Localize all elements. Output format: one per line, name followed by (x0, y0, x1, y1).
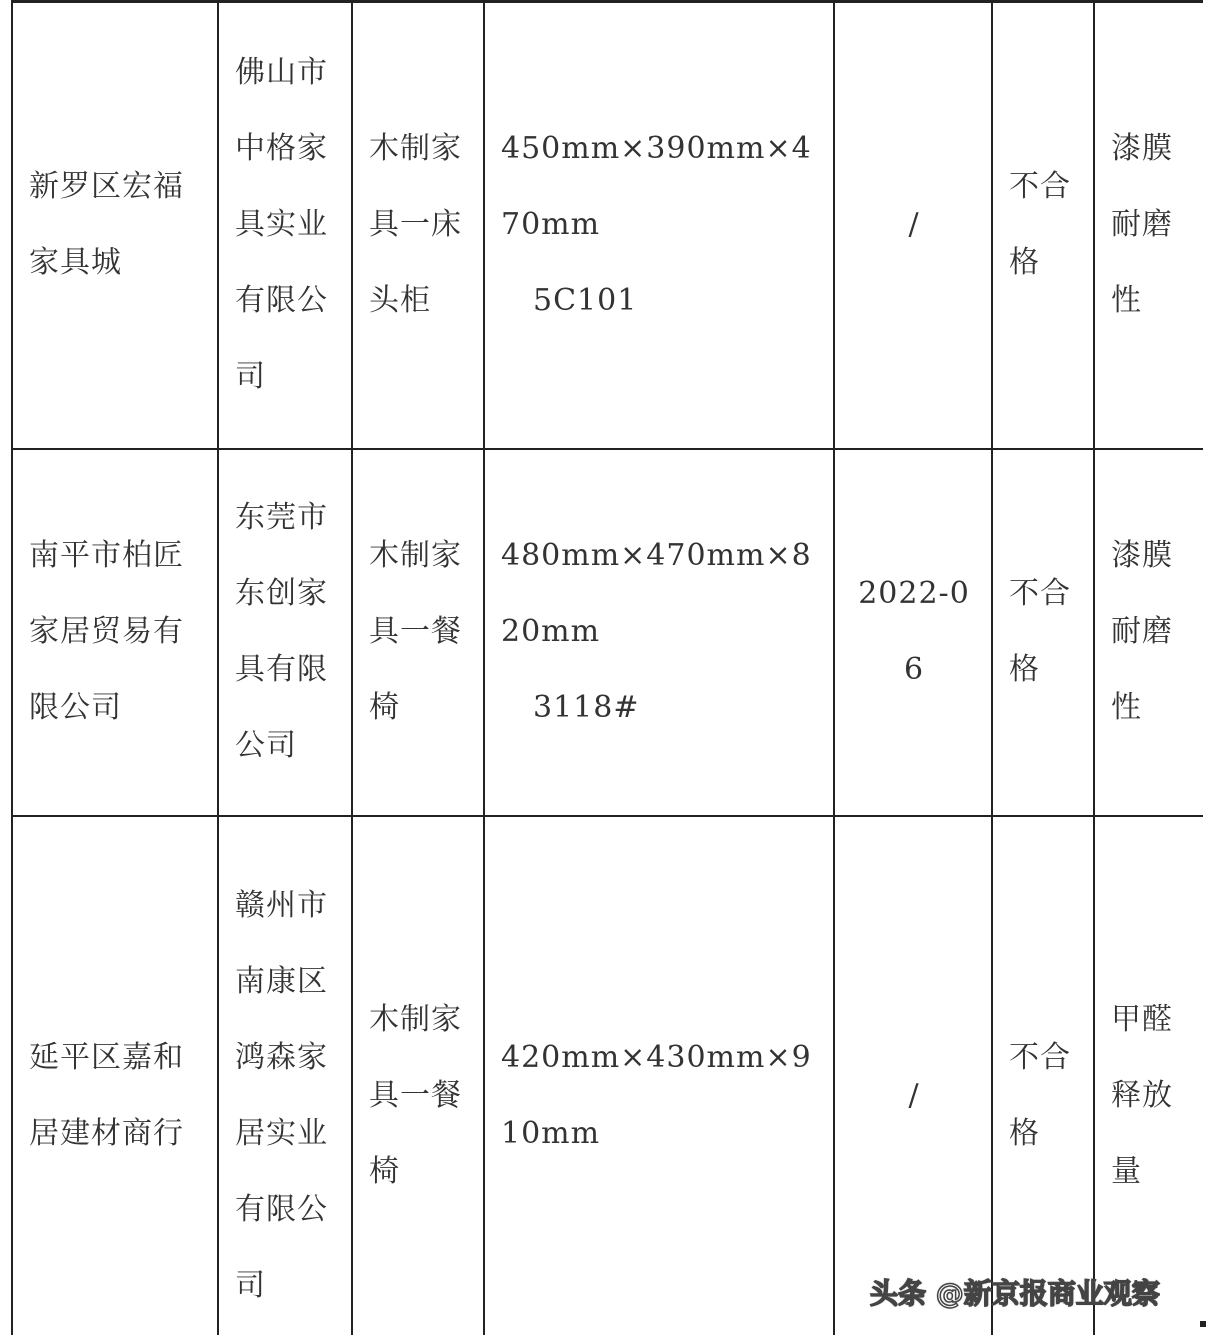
production-date-text: / (908, 207, 920, 243)
failed-item-cell (1094, 449, 1203, 816)
model-text: 3118# (533, 690, 640, 725)
production-date-text: 2022-06 (858, 576, 970, 687)
result-text: 不合 格 (1009, 576, 1071, 687)
seller-text: 新罗区宏福 家具城 (29, 169, 184, 281)
seller-text: 南平市柏匠 家居贸易有 限公司 (29, 538, 184, 725)
spec-text: 480mm×470mm×820mm (501, 538, 812, 649)
seller-cell (12, 816, 218, 1335)
manufacturer-text: 东莞市 东创家 具有限 公司 (235, 500, 328, 763)
table-row (12, 816, 1203, 1335)
product-text: 木制家 具一餐 椅 (369, 538, 462, 725)
seller-cell (12, 449, 218, 816)
results-table-wrapper (11, 0, 1203, 1335)
result-cell (992, 449, 1094, 816)
failed-item-text: 漆膜 耐磨 性 (1111, 131, 1173, 319)
table-row (12, 449, 1203, 816)
inspection-results-table (11, 0, 1203, 1335)
failed-item-text: 漆膜 耐磨 性 (1111, 538, 1173, 725)
result-text: 不合 格 (1009, 169, 1071, 281)
product-cell (352, 2, 484, 449)
production-date-cell (834, 2, 992, 449)
failed-item-cell (1094, 816, 1203, 1335)
source-watermark: 头条 @新京报商业观察 (870, 1277, 1160, 1310)
failed-item-cell (1094, 2, 1203, 449)
failed-item-text: 甲醛 释放 量 (1111, 1001, 1173, 1189)
manufacturer-cell (218, 2, 352, 449)
product-cell (352, 449, 484, 816)
spec-cell (484, 2, 834, 449)
model-text: 5C101 (533, 283, 638, 319)
production-date-text: / (908, 1077, 920, 1113)
spec-text: 420mm×430mm×910mm (501, 1039, 812, 1151)
spec-cell (484, 816, 834, 1335)
table-row (12, 2, 1203, 449)
corner-dot (1200, 1321, 1206, 1327)
production-date-cell (834, 449, 992, 816)
production-date-cell (834, 816, 992, 1335)
result-cell (992, 2, 1094, 449)
manufacturer-cell (218, 816, 352, 1335)
spec-text: 450mm×390mm×470mm (501, 131, 812, 243)
spec-cell (484, 449, 834, 816)
product-cell (352, 816, 484, 1335)
product-text: 木制家 具一床 头柜 (369, 131, 462, 319)
seller-cell (12, 2, 218, 449)
product-text: 木制家 具一餐 椅 (369, 1001, 462, 1189)
seller-text: 延平区嘉和 居建材商行 (29, 1039, 184, 1151)
manufacturer-cell (218, 449, 352, 816)
manufacturer-text: 赣州市 南康区 鸿森家 居实业 有限公 司 (235, 887, 328, 1303)
result-cell (992, 816, 1094, 1335)
result-text: 不合 格 (1009, 1039, 1071, 1151)
manufacturer-text: 佛山市 中格家 具实业 有限公 司 (235, 55, 328, 395)
